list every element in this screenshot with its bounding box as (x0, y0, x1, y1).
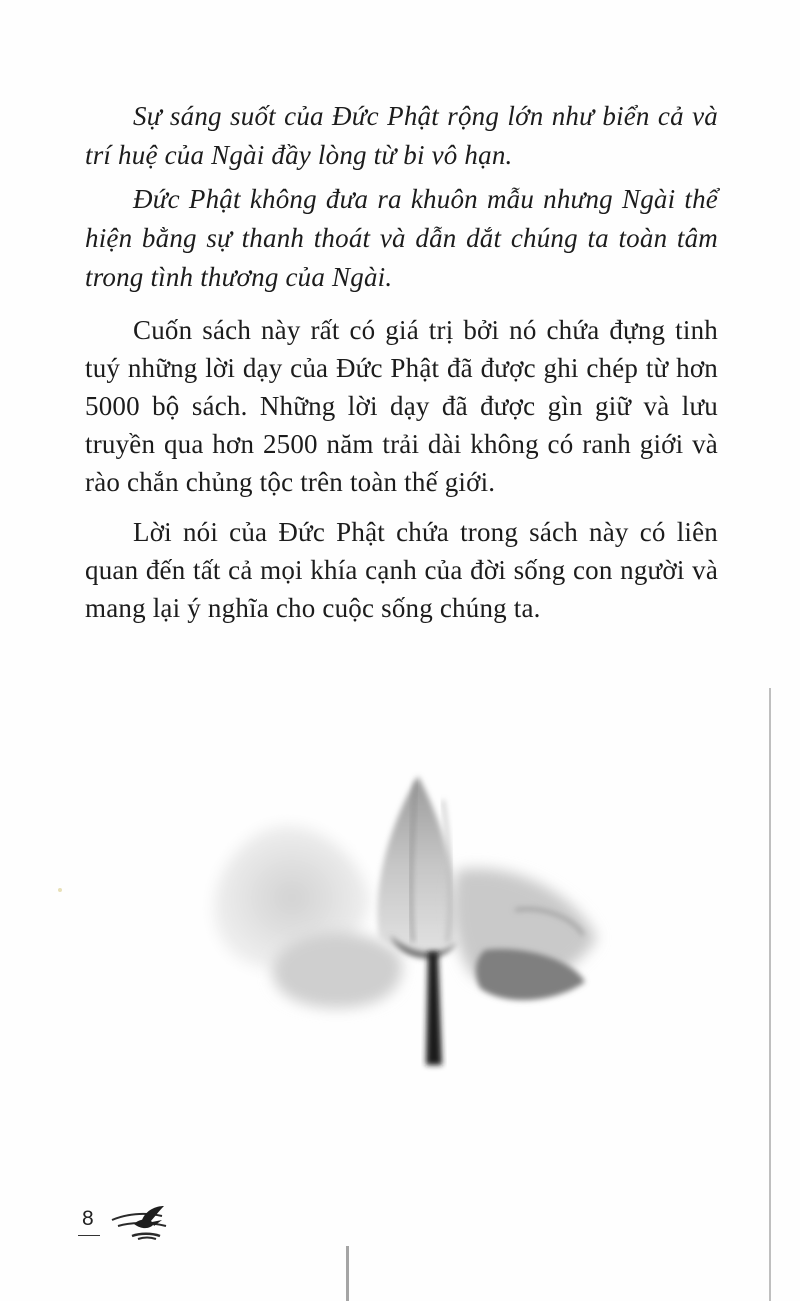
quote-paragraph: Sự sáng suốt của Đức Phật rộng lớn như biển cả và trí huệ của Ngài đầy lòng từ bi vô hạn. (85, 101, 718, 170)
lotus-illustration (185, 760, 645, 1080)
footer (78, 1196, 176, 1236)
body-paragraph: Cuốn sách này rất có giá trị bởi nó chứa đựng tinh tuý những lời dạy của Đức Phật đã được ghi chép từ hơn 5000 bộ sách. Những lời dạy đã được gìn giữ và lưu truyền qua hơn 2500 năm trải dài không có ranh giới và rào chắn chủng tộc trên toàn thế giới. (85, 315, 718, 497)
body-section (85, 311, 718, 627)
scan-artifact-bottom-line (346, 1246, 349, 1301)
scan-speck (58, 888, 62, 892)
footer-bird-ornament-icon (104, 1196, 176, 1240)
quote-section (85, 97, 718, 297)
body-paragraph: Lời nói của Đức Phật chứa trong sách này có liên quan đến tất cả mọi khía cạnh của đời sống con người và mang lại ý nghĩa cho cuộc sống chúng ta. (85, 517, 718, 623)
scan-artifact-right-line (769, 688, 771, 1301)
lotus-ink-wash-svg (185, 760, 645, 1080)
quote-paragraph: Đức Phật không đưa ra khuôn mẫu nhưng Ngài thể hiện bằng sự thanh thoát và dẫn dắt chúng ta toàn tâm trong tình thương của Ngài. (85, 184, 718, 292)
page-number: 8 (78, 1207, 100, 1236)
text-block (85, 97, 718, 639)
